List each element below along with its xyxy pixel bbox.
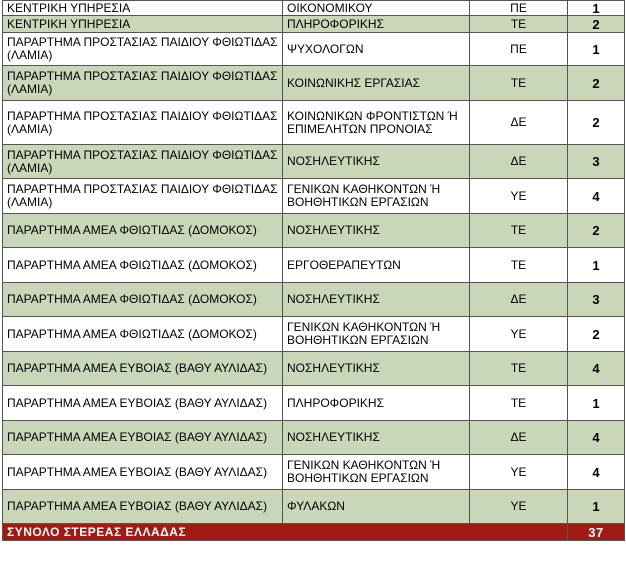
count-cell: 4 <box>568 352 625 386</box>
category-cell: ΔΕ <box>470 283 568 317</box>
table-row <box>3 33 625 66</box>
category-cell: ΥΕ <box>470 317 568 352</box>
category-cell: ΠΕ <box>470 1 568 16</box>
unit-cell: ΠΑΡΑΡΤΗΜΑ ΠΡΟΣΤΑΣΙΑΣ ΠΑΙΔΙΟΥ ΦΘΙΩΤΙΔΑΣ (ΛΑΜΙΑ) <box>3 66 283 101</box>
unit-cell: ΠΑΡΑΡΤΗΜΑ ΑΜΕΑ ΕΥΒΟΙΑΣ (ΒΑΘΥ ΑΥΛΙΔΑΣ) <box>3 386 283 421</box>
unit-cell: ΠΑΡΑΡΤΗΜΑ ΠΡΟΣΤΑΣΙΑΣ ΠΑΙΔΙΟΥ ΦΘΙΩΤΙΔΑΣ (ΛΑΜΙΑ) <box>3 145 283 179</box>
total-label: ΣΥΝΟΛΟ ΣΤΕΡΕΑΣ ΕΛΛΑΔΑΣ <box>3 524 568 541</box>
specialty-cell: ΝΟΣΗΛΕΥΤΙΚΗΣ <box>283 283 470 317</box>
category-cell: ΔΕ <box>470 421 568 455</box>
specialty-cell: ΝΟΣΗΛΕΥΤΙΚΗΣ <box>283 145 470 179</box>
table-row <box>3 455 625 490</box>
count-cell: 2 <box>568 214 625 248</box>
table-row <box>3 179 625 214</box>
category-cell: ΤΕ <box>470 352 568 386</box>
unit-cell: ΠΑΡΑΡΤΗΜΑ ΠΡΟΣΤΑΣΙΑΣ ΠΑΙΔΙΟΥ ΦΘΙΩΤΙΔΑΣ (ΛΑΜΙΑ) <box>3 33 283 66</box>
category-cell: ΔΕ <box>470 145 568 179</box>
unit-cell: ΠΑΡΑΡΤΗΜΑ ΑΜΕΑ ΦΘΙΩΤΙΔΑΣ (ΔΟΜΟΚΟΣ) <box>3 248 283 283</box>
category-cell: ΤΕ <box>470 248 568 283</box>
unit-cell: ΠΑΡΑΡΤΗΜΑ ΑΜΕΑ ΕΥΒΟΙΑΣ (ΒΑΘΥ ΑΥΛΙΔΑΣ) <box>3 352 283 386</box>
count-cell: 2 <box>568 66 625 101</box>
unit-cell: ΠΑΡΑΡΤΗΜΑ ΑΜΕΑ ΦΘΙΩΤΙΔΑΣ (ΔΟΜΟΚΟΣ) <box>3 214 283 248</box>
unit-cell: ΚΕΝΤΡΙΚΗ ΥΠΗΡΕΣΙΑ <box>3 16 283 33</box>
unit-cell: ΠΑΡΑΡΤΗΜΑ ΑΜΕΑ ΕΥΒΟΙΑΣ (ΒΑΘΥ ΑΥΛΙΔΑΣ) <box>3 455 283 490</box>
specialty-cell: ΨΥΧΟΛΟΓΩΝ <box>283 33 470 66</box>
table-row <box>3 386 625 421</box>
specialty-cell: ΚΟΙΝΩΝΙΚΗΣ ΕΡΓΑΣΙΑΣ <box>283 66 470 101</box>
count-cell: 1 <box>568 33 625 66</box>
category-cell: ΤΕ <box>470 386 568 421</box>
table-row <box>3 283 625 317</box>
category-cell: ΥΕ <box>470 490 568 524</box>
table-row <box>3 490 625 524</box>
category-cell: ΤΕ <box>470 214 568 248</box>
unit-cell: ΠΑΡΑΡΤΗΜΑ ΑΜΕΑ ΕΥΒΟΙΑΣ (ΒΑΘΥ ΑΥΛΙΔΑΣ) <box>3 421 283 455</box>
table-row <box>3 352 625 386</box>
table-row <box>3 145 625 179</box>
unit-cell: ΚΕΝΤΡΙΚΗ ΥΠΗΡΕΣΙΑ <box>3 1 283 16</box>
specialty-cell: ΦΥΛΑΚΩΝ <box>283 490 470 524</box>
table-row <box>3 317 625 352</box>
table-row <box>3 16 625 33</box>
specialty-cell: ΠΛΗΡΟΦΟΡΙΚΗΣ <box>283 16 470 33</box>
count-cell: 2 <box>568 101 625 145</box>
table-row <box>3 214 625 248</box>
unit-cell: ΠΑΡΑΡΤΗΜΑ ΑΜΕΑ ΦΘΙΩΤΙΔΑΣ (ΔΟΜΟΚΟΣ) <box>3 283 283 317</box>
count-cell: 3 <box>568 145 625 179</box>
unit-cell: ΠΑΡΑΡΤΗΜΑ ΠΡΟΣΤΑΣΙΑΣ ΠΑΙΔΙΟΥ ΦΘΙΩΤΙΔΑΣ (ΛΑΜΙΑ) <box>3 101 283 145</box>
specialty-cell: ΝΟΣΗΛΕΥΤΙΚΗΣ <box>283 352 470 386</box>
category-cell: ΥΕ <box>470 455 568 490</box>
table-row <box>3 66 625 101</box>
count-cell: 2 <box>568 317 625 352</box>
unit-cell: ΠΑΡΑΡΤΗΜΑ ΑΜΕΑ ΦΘΙΩΤΙΔΑΣ (ΔΟΜΟΚΟΣ) <box>3 317 283 352</box>
count-cell: 1 <box>568 386 625 421</box>
category-cell: ΠΕ <box>470 33 568 66</box>
category-cell: ΤΕ <box>470 66 568 101</box>
count-cell: 4 <box>568 421 625 455</box>
positions-table <box>2 0 625 541</box>
category-cell: ΤΕ <box>470 16 568 33</box>
table-row <box>3 248 625 283</box>
count-cell: 1 <box>568 248 625 283</box>
count-cell: 2 <box>568 16 625 33</box>
specialty-cell: ΓΕΝΙΚΩΝ ΚΑΘΗΚΟΝΤΩΝ Ή ΒΟΗΘΗΤΙΚΩΝ ΕΡΓΑΣΙΩΝ <box>283 455 470 490</box>
total-count: 37 <box>568 524 625 541</box>
count-cell: 4 <box>568 455 625 490</box>
count-cell: 1 <box>568 490 625 524</box>
specialty-cell: ΝΟΣΗΛΕΥΤΙΚΗΣ <box>283 214 470 248</box>
specialty-cell: ΚΟΙΝΩΝΙΚΩΝ ΦΡΟΝΤΙΣΤΩΝ Ή ΕΠΙΜΕΛΗΤΩΝ ΠΡΟΝΟΙΑΣ <box>283 101 470 145</box>
count-cell: 1 <box>568 1 625 16</box>
specialty-cell: ΓΕΝΙΚΩΝ ΚΑΘΗΚΟΝΤΩΝ Ή ΒΟΗΘΗΤΙΚΩΝ ΕΡΓΑΣΙΩΝ <box>283 179 470 214</box>
unit-cell: ΠΑΡΑΡΤΗΜΑ ΠΡΟΣΤΑΣΙΑΣ ΠΑΙΔΙΟΥ ΦΘΙΩΤΙΔΑΣ (ΛΑΜΙΑ) <box>3 179 283 214</box>
table-row <box>3 421 625 455</box>
category-cell: ΔΕ <box>470 101 568 145</box>
specialty-cell: ΝΟΣΗΛΕΥΤΙΚΗΣ <box>283 421 470 455</box>
total-row <box>3 524 625 541</box>
specialty-cell: ΓΕΝΙΚΩΝ ΚΑΘΗΚΟΝΤΩΝ Ή ΒΟΗΘΗΤΙΚΩΝ ΕΡΓΑΣΙΩΝ <box>283 317 470 352</box>
table-row <box>3 101 625 145</box>
count-cell: 3 <box>568 283 625 317</box>
specialty-cell: ΕΡΓΟΘΕΡΑΠΕΥΤΩΝ <box>283 248 470 283</box>
count-cell: 4 <box>568 179 625 214</box>
unit-cell: ΠΑΡΑΡΤΗΜΑ ΑΜΕΑ ΕΥΒΟΙΑΣ (ΒΑΘΥ ΑΥΛΙΔΑΣ) <box>3 490 283 524</box>
table-row <box>3 1 625 16</box>
category-cell: ΥΕ <box>470 179 568 214</box>
specialty-cell: ΠΛΗΡΟΦΟΡΙΚΗΣ <box>283 386 470 421</box>
specialty-cell: ΟΙΚΟΝΟΜΙΚΟΥ <box>283 1 470 16</box>
